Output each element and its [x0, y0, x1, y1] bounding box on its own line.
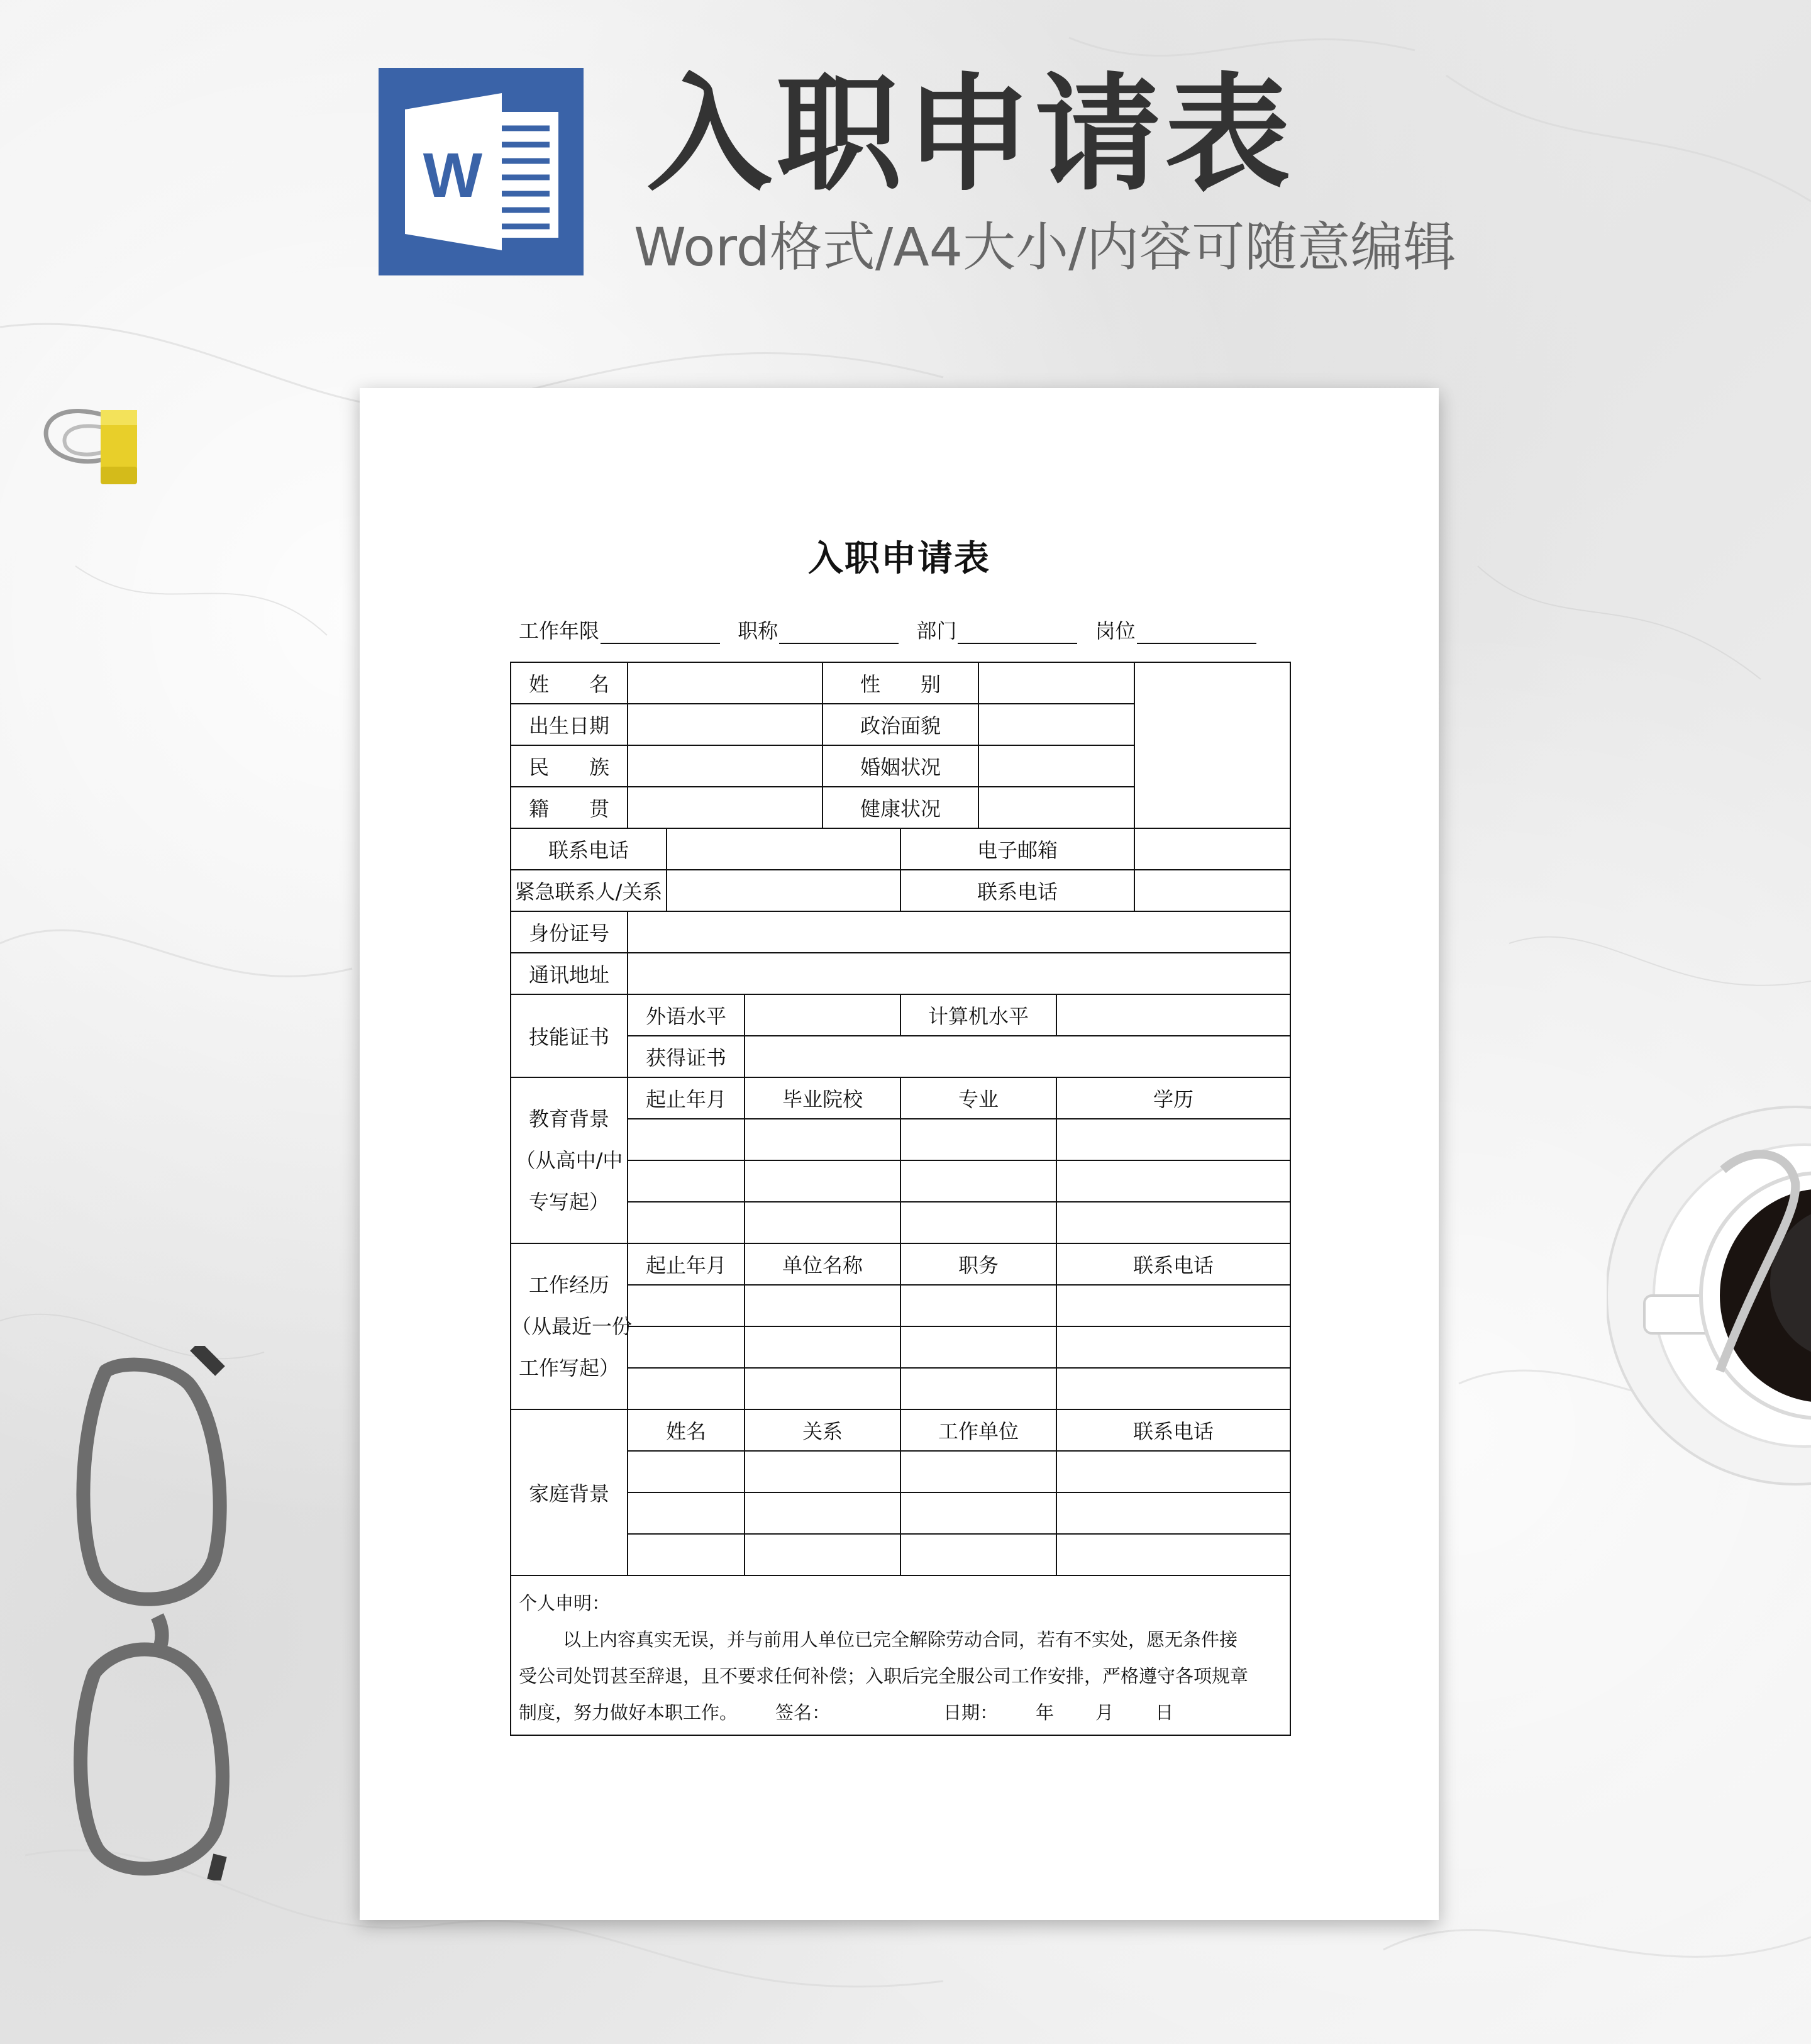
- label-birth-date: 出生日期: [511, 704, 628, 745]
- work-cell[interactable]: [628, 1326, 745, 1368]
- work-cell[interactable]: [1056, 1368, 1290, 1409]
- label-marital-status: 婚姻状况: [822, 745, 978, 787]
- label-emergency-contact: 紧急联系人/关系: [511, 870, 667, 911]
- education-cell[interactable]: [900, 1160, 1056, 1202]
- date-month-label: 月: [1095, 1702, 1114, 1723]
- field-ethnicity[interactable]: [628, 745, 822, 787]
- field-email[interactable]: [1134, 828, 1290, 870]
- photo-box[interactable]: [1134, 662, 1290, 828]
- field-emergency-contact[interactable]: [667, 870, 900, 911]
- declaration-box: [511, 1575, 1290, 1735]
- label-certificates: 获得证书: [628, 1036, 745, 1077]
- family-cell[interactable]: [745, 1492, 900, 1534]
- field-certificates[interactable]: [745, 1036, 1290, 1077]
- education-cell[interactable]: [628, 1119, 745, 1160]
- field-id-number[interactable]: [628, 911, 1290, 953]
- signature-label: 签名：: [775, 1702, 831, 1723]
- label-work-history: [511, 1243, 633, 1409]
- declaration-heading: 个人申明：: [519, 1592, 611, 1614]
- label-language-level: 外语水平: [628, 994, 745, 1036]
- word-icon-letter: W: [423, 140, 483, 211]
- field-health-status[interactable]: [978, 787, 1134, 828]
- meta-work-years-field[interactable]: [601, 643, 720, 644]
- label-education: [511, 1077, 628, 1243]
- meta-department-field[interactable]: [958, 643, 1077, 644]
- form-meta-line: [519, 615, 1268, 644]
- work-label-line-2: （从最近一份: [511, 1314, 633, 1338]
- label-id-number: 身份证号: [511, 911, 628, 953]
- label-emergency-phone: 联系电话: [900, 870, 1134, 911]
- label-address: 通讯地址: [511, 953, 628, 994]
- meta-title-field[interactable]: [779, 643, 899, 644]
- education-cell[interactable]: [1056, 1160, 1290, 1202]
- work-cell[interactable]: [745, 1326, 900, 1368]
- family-col-phone: 联系电话: [1056, 1409, 1290, 1451]
- family-cell[interactable]: [628, 1534, 745, 1575]
- work-cell[interactable]: [900, 1368, 1056, 1409]
- education-label-line-3: 专写起）: [528, 1190, 609, 1214]
- field-address[interactable]: [628, 953, 1290, 994]
- field-gender[interactable]: [978, 662, 1134, 704]
- field-birth-date[interactable]: [628, 704, 822, 745]
- education-label-line-2: （从高中/中: [515, 1148, 623, 1172]
- education-cell[interactable]: [900, 1202, 1056, 1243]
- work-col-company: 单位名称: [745, 1243, 900, 1285]
- field-emergency-phone[interactable]: [1134, 870, 1290, 911]
- work-cell[interactable]: [900, 1326, 1056, 1368]
- family-col-name: 姓名: [628, 1409, 745, 1451]
- family-cell[interactable]: [1056, 1492, 1290, 1534]
- work-cell[interactable]: [745, 1368, 900, 1409]
- label-name: 姓 名: [511, 662, 628, 704]
- field-phone[interactable]: [667, 828, 900, 870]
- label-email: 电子邮箱: [900, 828, 1134, 870]
- education-col-degree: 学历: [1056, 1077, 1290, 1119]
- field-native-place[interactable]: [628, 787, 822, 828]
- education-cell[interactable]: [1056, 1119, 1290, 1160]
- hero-title: 入职申请表: [646, 62, 1295, 208]
- family-cell[interactable]: [900, 1534, 1056, 1575]
- education-cell[interactable]: [745, 1202, 900, 1243]
- meta-position-label: 岗位: [1095, 619, 1136, 643]
- work-col-phone: 联系电话: [1056, 1243, 1290, 1285]
- declaration-line-3-text: 制度，努力做好本职工作。: [519, 1702, 738, 1723]
- label-health-status: 健康状况: [822, 787, 978, 828]
- label-gender: 性 别: [822, 662, 978, 704]
- family-cell[interactable]: [1056, 1534, 1290, 1575]
- education-cell[interactable]: [1056, 1202, 1290, 1243]
- label-phone: 联系电话: [511, 828, 667, 870]
- family-cell[interactable]: [900, 1492, 1056, 1534]
- declaration-line-3: [519, 1694, 1281, 1731]
- education-cell[interactable]: [745, 1160, 900, 1202]
- meta-title-label: 职称: [738, 619, 778, 643]
- field-political-status[interactable]: [978, 704, 1134, 745]
- education-label-line-1: 教育背景: [528, 1107, 609, 1131]
- meta-position-field[interactable]: [1137, 643, 1256, 644]
- work-col-period: 起止年月: [628, 1243, 745, 1285]
- work-cell[interactable]: [1056, 1285, 1290, 1326]
- date-day-label: 日: [1155, 1702, 1174, 1723]
- family-cell[interactable]: [900, 1451, 1056, 1492]
- word-icon: [379, 68, 584, 275]
- binder-clip-icon: [35, 396, 148, 487]
- work-cell[interactable]: [1056, 1326, 1290, 1368]
- meta-department-label: 部门: [916, 619, 957, 643]
- family-col-relation: 关系: [745, 1409, 900, 1451]
- field-name[interactable]: [628, 662, 822, 704]
- date-label: 日期：: [943, 1702, 999, 1723]
- education-cell[interactable]: [628, 1202, 745, 1243]
- field-language-level[interactable]: [745, 994, 900, 1036]
- work-col-position: 职务: [900, 1243, 1056, 1285]
- coffee-cup-icon: [1607, 1094, 1811, 1497]
- work-cell[interactable]: [628, 1285, 745, 1326]
- work-cell[interactable]: [900, 1285, 1056, 1326]
- education-col-school: 毕业院校: [745, 1077, 900, 1119]
- label-computer-level: 计算机水平: [900, 994, 1056, 1036]
- family-cell[interactable]: [745, 1534, 900, 1575]
- education-cell[interactable]: [628, 1160, 745, 1202]
- work-label-line-3: 工作写起）: [518, 1356, 619, 1380]
- work-cell[interactable]: [628, 1368, 745, 1409]
- education-cell[interactable]: [900, 1119, 1056, 1160]
- family-col-employer: 工作单位: [900, 1409, 1056, 1451]
- label-political-status: 政治面貌: [822, 704, 978, 745]
- hero-subtitle: Word格式/A4大小/内容可随意编辑: [634, 216, 1456, 278]
- family-cell[interactable]: [628, 1451, 745, 1492]
- date-year-label: 年: [1036, 1702, 1055, 1723]
- field-computer-level[interactable]: [1056, 994, 1290, 1036]
- education-col-major: 专业: [900, 1077, 1056, 1119]
- declaration-line-2: 受公司处罚甚至辞退，且不要求任何补偿；入职后完全服公司工作安排，严格遵守各项规章: [519, 1665, 1249, 1687]
- label-native-place: 籍 贯: [511, 787, 628, 828]
- meta-work-years-label: 工作年限: [519, 619, 600, 643]
- label-ethnicity: 民 族: [511, 745, 628, 787]
- label-family: 家庭背景: [511, 1409, 628, 1575]
- family-cell[interactable]: [628, 1492, 745, 1534]
- family-cell[interactable]: [745, 1451, 900, 1492]
- label-skills: 技能证书: [511, 994, 628, 1077]
- field-marital-status[interactable]: [978, 745, 1134, 787]
- work-label-line-1: 工作经历: [528, 1273, 609, 1297]
- education-col-period: 起止年月: [628, 1077, 745, 1119]
- education-cell[interactable]: [745, 1119, 900, 1160]
- form-paper: [360, 388, 1439, 1920]
- form-title: 入职申请表: [808, 538, 990, 579]
- eyeglasses-icon: [69, 1346, 239, 1880]
- work-cell[interactable]: [745, 1285, 900, 1326]
- application-form-table: [510, 662, 1291, 1736]
- family-cell[interactable]: [1056, 1451, 1290, 1492]
- declaration-line-1: 以上内容真实无误，并与前用人单位已完全解除劳动合同，若有不实处，愿无条件接: [563, 1629, 1238, 1650]
